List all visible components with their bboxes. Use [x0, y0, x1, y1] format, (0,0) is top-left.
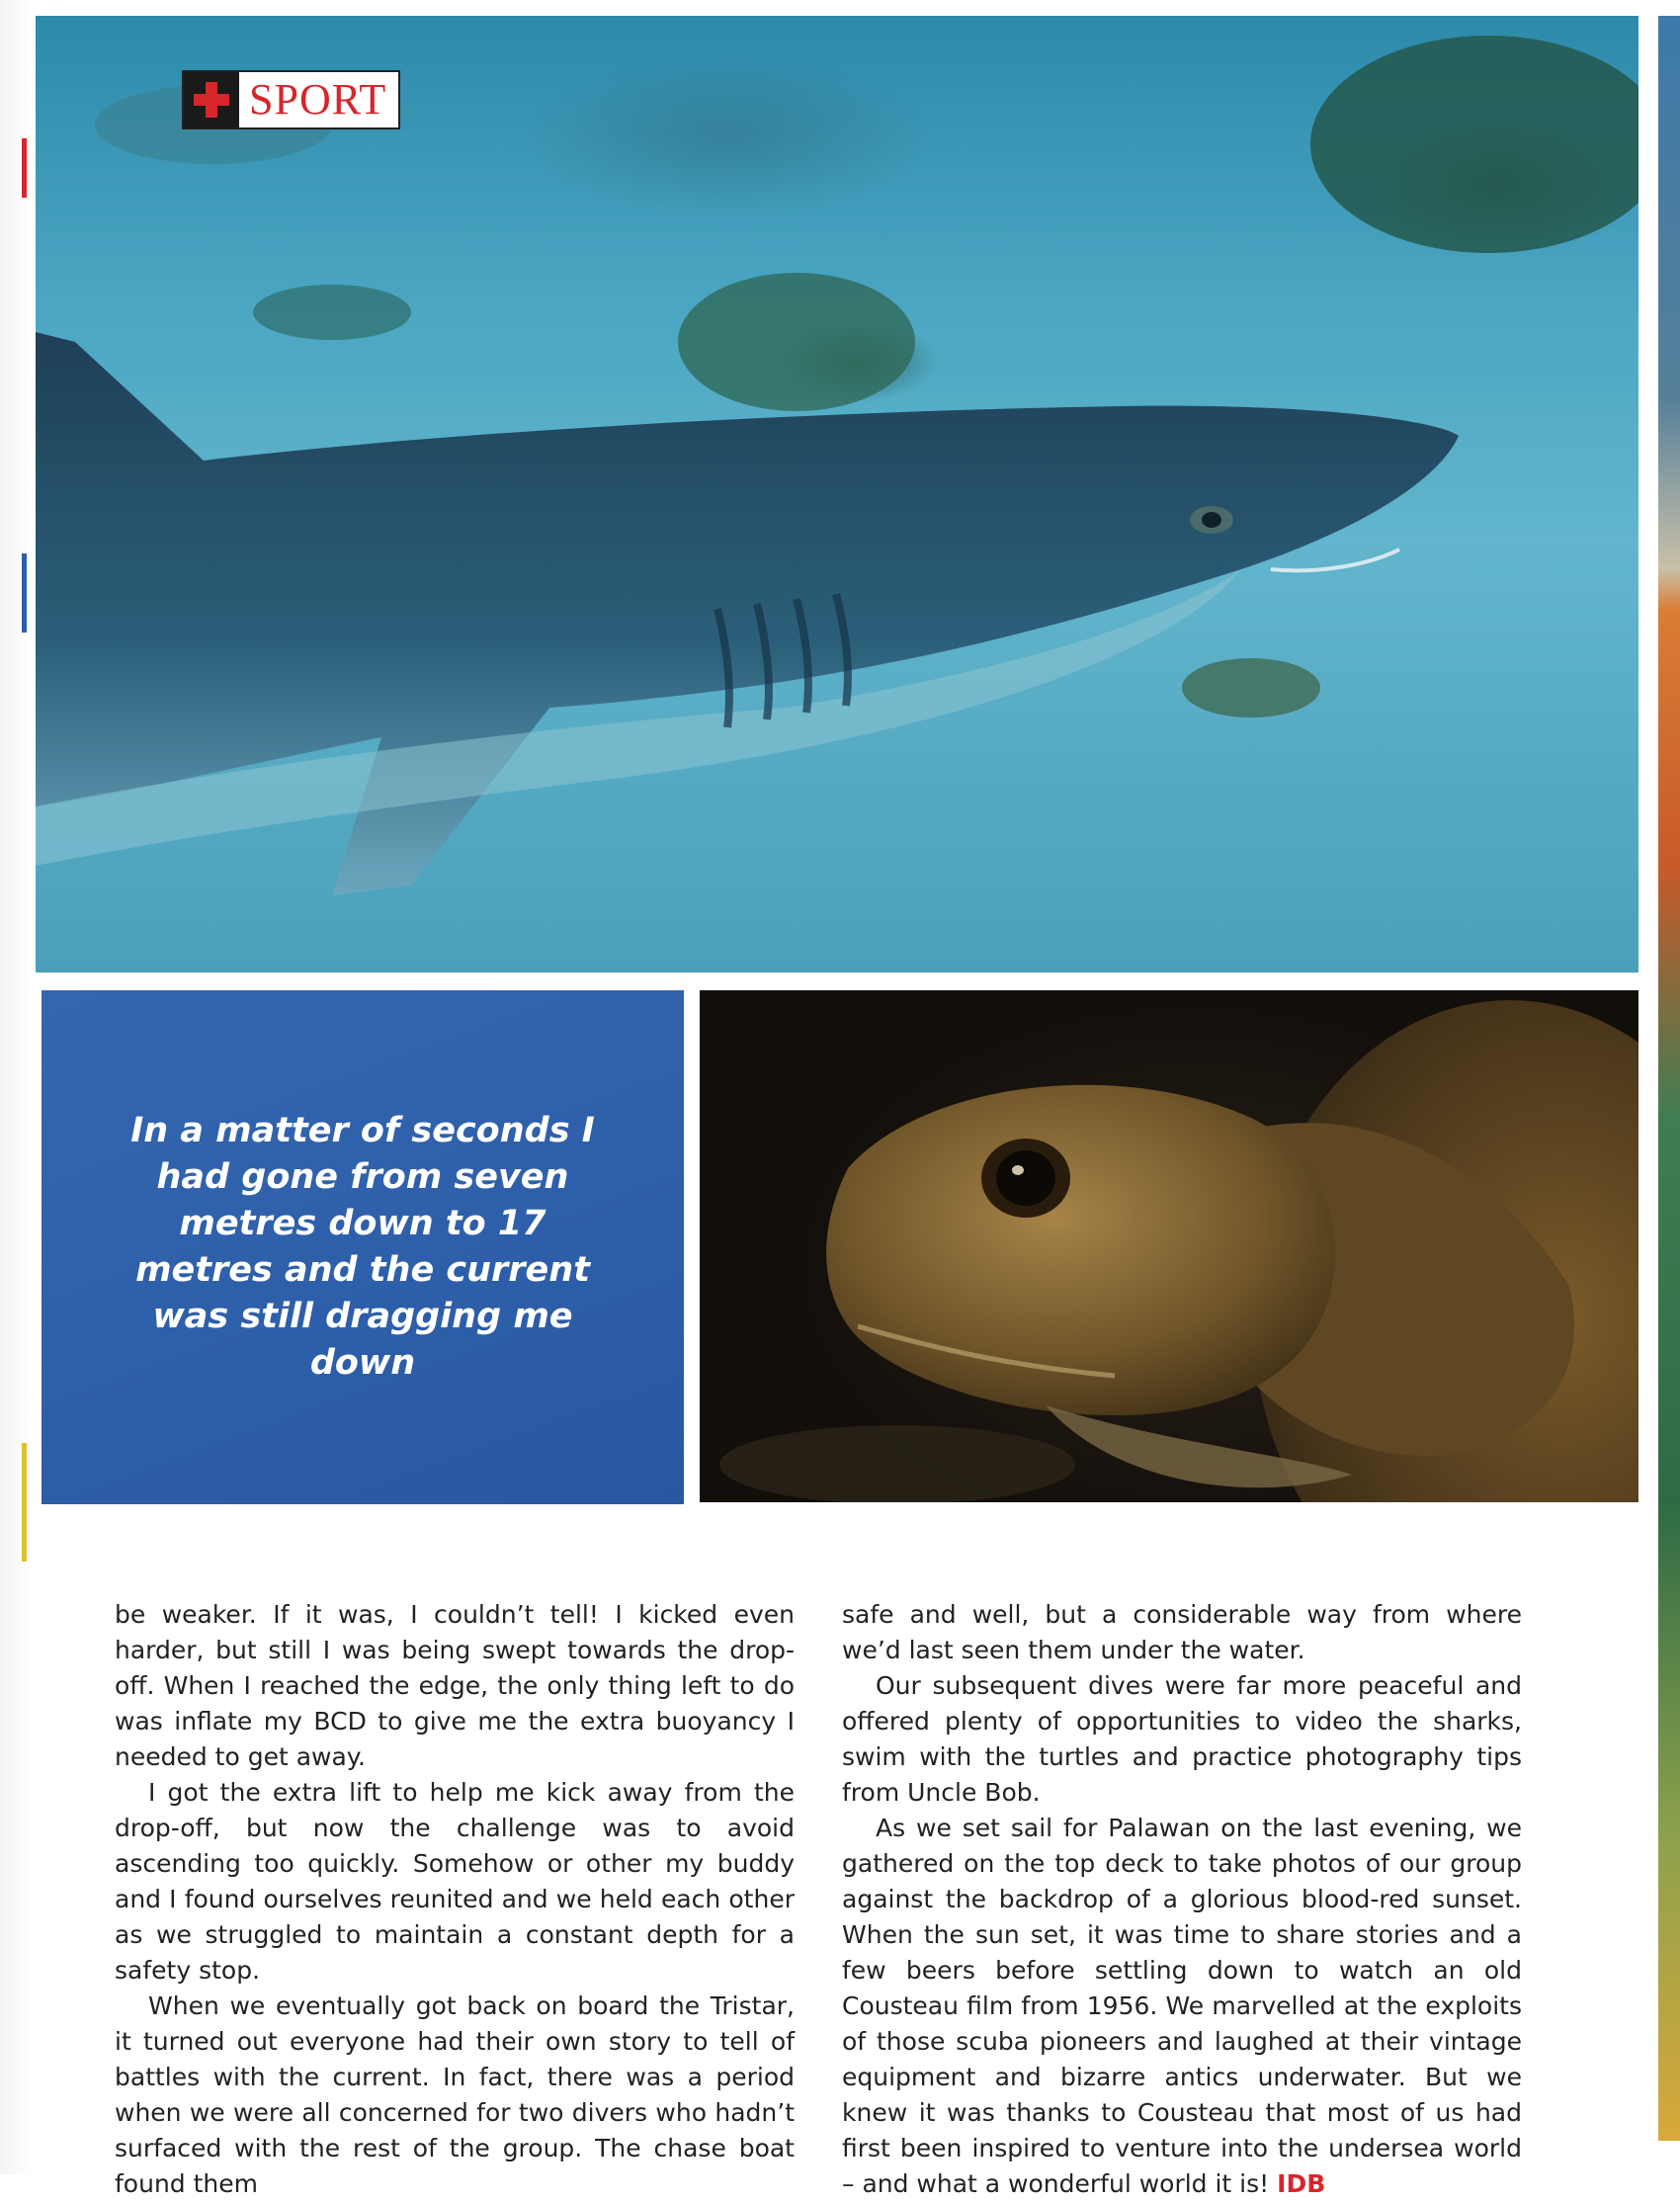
shark-illustration	[36, 16, 1638, 973]
article-paragraph: When we eventually got back on board the Tristar, it turned out everyone had their own story to tell of battles with the current. In fact, there was a period when we were all concerned for two divers who hadn’t surfaced with the rest of the group. The chase boat found them	[115, 1991, 795, 2198]
pull-quote-box	[42, 990, 684, 1504]
spine-mark	[22, 138, 27, 198]
article-paragraph: be weaker. If it was, I couldn’t tell! I kicked even harder, but still I was being swept towards the drop-off. When I reached the edge, the only thing left to do was inflate my BCD to give me the extra buoyancy I needed to get away.	[115, 1600, 795, 1771]
turtle-illustration	[700, 990, 1638, 1502]
turtle-photo	[700, 990, 1638, 1502]
article-paragraph: I got the extra lift to help me kick away from the drop-off, but now the challenge was to avoid ascending too quickly. Somehow or other my buddy and I found ourselves reunited and we held each other as we struggled to maintain a constant depth for a safety stop.	[115, 1778, 795, 1985]
article-paragraph: Our subsequent dives were far more peaceful and offered plenty of opportunities to video the sharks, swim with the turtles and practice photography tips from Uncle Bob.	[842, 1671, 1522, 1807]
spine-mark	[22, 1443, 27, 1562]
section-tag	[182, 70, 400, 129]
article-paragraph-text: As we set sail for Palawan on the last evening, we gathered on the top deck to take photos of our group against the backdrop of a glorious blood-red sunset. When the sun set, it was time to share stories and a few beers before settling down to watch an old Cousteau film from 1956. We marvelled at the exploits of those scuba pioneers and laughed at their vintage equipment and bizarre antics underwater. But we knew it was thanks to Cousteau that most of us had first been inspired to venture into the undersea world – and what a wonderful world it is!	[842, 1814, 1522, 2198]
article-paragraph-final	[842, 1811, 1522, 2202]
plus-cross-icon	[184, 72, 239, 127]
pull-quote-text: In a matter of seconds I had gone from seven metres down to 17 metres and the current was still dragging me down	[130, 1111, 595, 1383]
article-column-right	[842, 1597, 1522, 2202]
article-paragraph: safe and well, but a considerable way from where we’d last seen them under the water.	[842, 1600, 1522, 1664]
shark-photo	[36, 16, 1638, 973]
author-signoff: IDB	[1277, 2169, 1326, 2198]
adjacent-page-edge	[1658, 16, 1680, 2141]
section-tag-label: SPORT	[249, 75, 387, 124]
spine-mark	[22, 553, 27, 633]
page-spine-left	[0, 0, 30, 2174]
article-column-left	[115, 1597, 795, 2202]
